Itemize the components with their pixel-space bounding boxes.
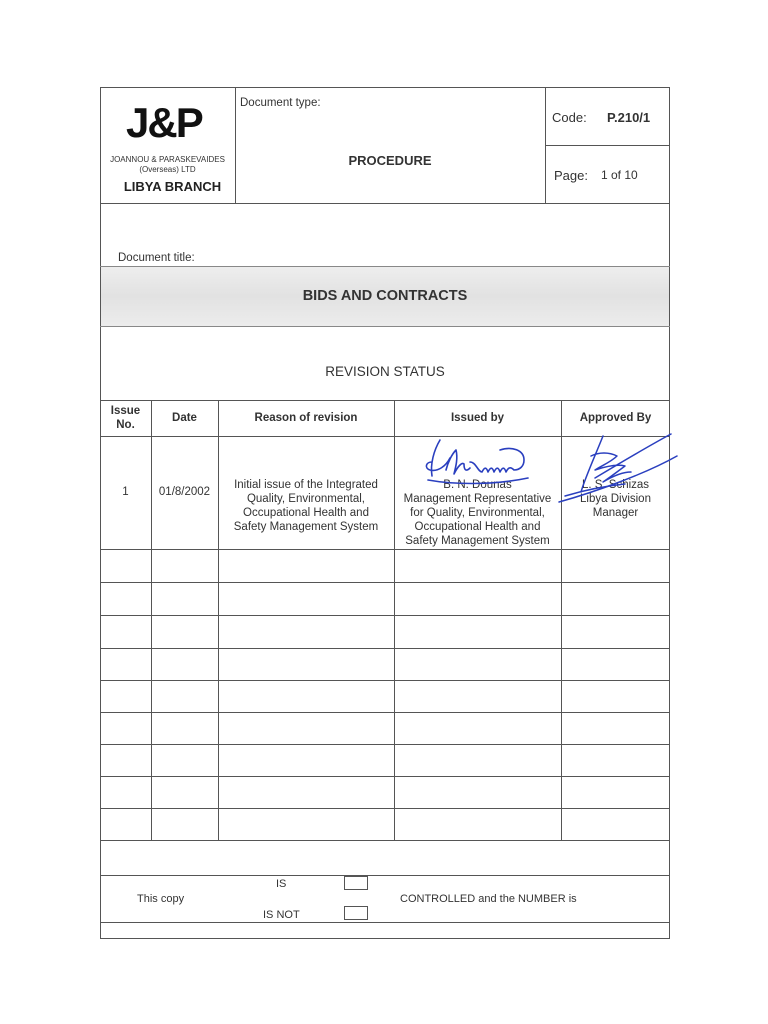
title-band-top	[100, 266, 670, 267]
is-not-label: IS NOT	[263, 909, 300, 921]
table-row-rule	[100, 776, 670, 777]
page-label: Page:	[554, 168, 588, 183]
header-bottom-rule	[100, 203, 670, 204]
table-row-rule	[100, 712, 670, 713]
doc-type-value: PROCEDURE	[348, 153, 432, 168]
footer-top-rule	[100, 875, 670, 876]
row1-reason: Initial issue of the Integrated Quality, Environmental, Occupational Health and Safety Management System	[233, 479, 379, 533]
table-row-rule	[100, 808, 670, 809]
issued-by-signature	[420, 432, 535, 492]
company-name: JOANNOU & PARASKEVAIDES	[110, 155, 225, 164]
table-bottom-rule	[100, 840, 670, 841]
col-header-issued-by: Issued by	[450, 412, 505, 424]
controlled-label: CONTROLLED and the NUMBER is	[400, 893, 577, 905]
is-checkbox[interactable]	[344, 876, 368, 890]
footer-bottom-rule	[100, 922, 670, 923]
doc-title-label: Document title:	[118, 252, 195, 264]
table-col-divider	[394, 400, 395, 840]
code-label: Code:	[552, 110, 587, 125]
table-col-divider	[218, 400, 219, 840]
this-copy-label: This copy	[137, 893, 185, 905]
company-logo: J&P	[126, 99, 202, 146]
revision-status-heading: REVISION STATUS	[325, 364, 445, 379]
table-row-rule	[100, 744, 670, 745]
table-row-rule	[100, 549, 670, 550]
is-label: IS	[276, 878, 287, 890]
row1-approved-by: L. S. Schizas Libya Division Manager	[580, 479, 651, 519]
col-header-issue: Issue No.	[110, 405, 141, 431]
col-header-reason: Reason of revision	[254, 412, 358, 424]
row1-issue: 1	[122, 486, 129, 498]
table-row-rule	[100, 582, 670, 583]
row1-issued-by: B. N. Dounas Management Representative for Quality, Environmental, Occupational Health and Safety Management System	[403, 479, 552, 547]
table-row-rule	[100, 648, 670, 649]
title-band-bottom	[100, 326, 670, 327]
header-code-page-divider	[545, 145, 670, 146]
table-row-rule	[100, 615, 670, 616]
approved-by-signature	[555, 426, 680, 510]
table-top-rule	[100, 400, 670, 401]
company-subname: (Overseas) LTD	[139, 165, 196, 174]
document-title: BIDS AND CONTRACTS	[302, 288, 468, 304]
col-header-approved-by: Approved By	[579, 412, 652, 424]
table-row-rule	[100, 680, 670, 681]
table-col-divider	[151, 400, 152, 840]
doc-type-label: Document type:	[240, 97, 321, 109]
col-header-date: Date	[172, 412, 197, 424]
branch-name: LIBYA BRANCH	[123, 179, 222, 194]
is-not-checkbox[interactable]	[344, 906, 368, 920]
page-value: 1 of 10	[601, 168, 638, 182]
row1-date: 01/8/2002	[158, 486, 211, 498]
code-value: P.210/1	[607, 110, 651, 125]
